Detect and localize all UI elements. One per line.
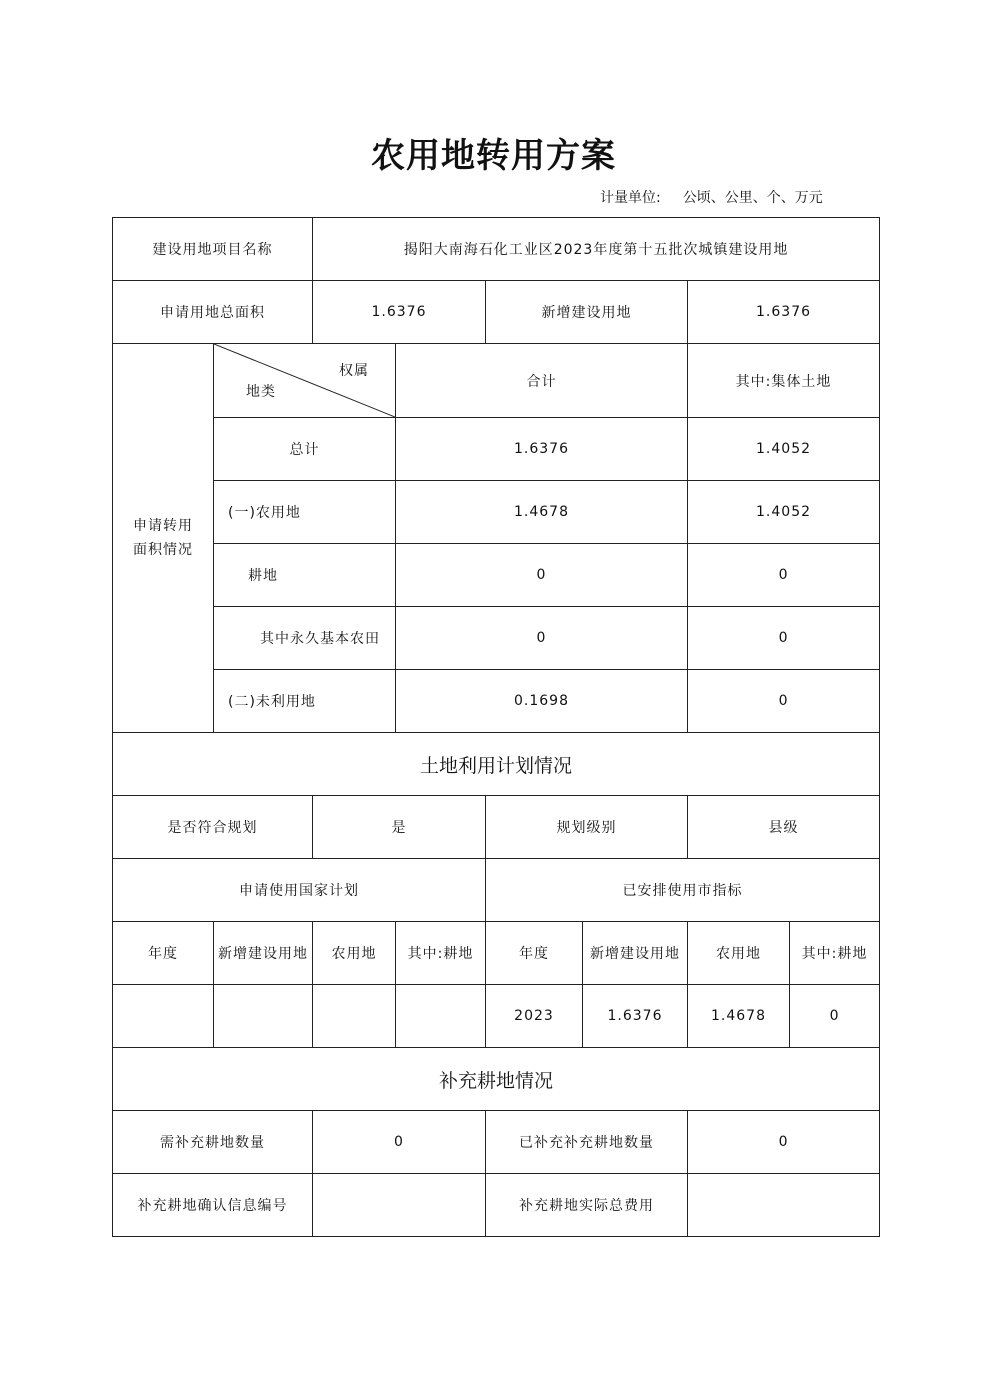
row-name: 其中永久基本农田 xyxy=(214,607,396,670)
row-total: 0.1698 xyxy=(396,670,688,733)
conversion-label-line2: 面积情况 xyxy=(133,542,193,558)
document-title: 农用地转用方案 xyxy=(371,136,616,176)
collective-column-header: 其中:集体土地 xyxy=(688,344,880,418)
column-header: 新增建设用地 xyxy=(583,922,688,985)
plan-cell xyxy=(214,985,313,1048)
column-header: 新增建设用地 xyxy=(214,922,313,985)
plan-cell: 1.6376 xyxy=(583,985,688,1048)
plan-cell: 0 xyxy=(790,985,880,1048)
table-row xyxy=(113,418,880,481)
column-header: 农用地 xyxy=(688,922,790,985)
plan-cell xyxy=(396,985,486,1048)
need-supplement-value: 0 xyxy=(313,1111,486,1174)
row-collective: 1.4052 xyxy=(688,418,880,481)
actual-cost-value xyxy=(688,1174,880,1237)
supplement-section-title: 补充耕地情况 xyxy=(113,1048,880,1111)
unit-value: 公顷、公里、个、万元 xyxy=(682,190,823,206)
table-row xyxy=(113,607,880,670)
plan-cell xyxy=(113,985,214,1048)
conform-plan-value: 是 xyxy=(313,796,486,859)
land-type-header: 地类 xyxy=(246,384,276,400)
column-header: 其中:耕地 xyxy=(790,922,880,985)
confirm-number-label: 补充耕地确认信息编号 xyxy=(113,1174,313,1237)
need-supplement-label: 需补充耕地数量 xyxy=(113,1111,313,1174)
land-use-plan-section-title: 土地利用计划情况 xyxy=(113,733,880,796)
row-collective: 0 xyxy=(688,670,880,733)
column-header: 农用地 xyxy=(313,922,396,985)
done-supplement-value: 0 xyxy=(688,1111,880,1174)
column-header: 年度 xyxy=(113,922,214,985)
column-header: 年度 xyxy=(486,922,583,985)
conversion-label-line1: 申请转用 xyxy=(133,518,193,534)
table-row xyxy=(113,670,880,733)
unit-label: 计量单位: xyxy=(600,190,661,206)
total-column-header: 合计 xyxy=(396,344,688,418)
row-name: 耕地 xyxy=(214,544,396,607)
row-total: 0 xyxy=(396,544,688,607)
row-total: 1.6376 xyxy=(396,418,688,481)
measurement-unit xyxy=(600,187,823,207)
plan-value-row xyxy=(113,985,880,1048)
conversion-area-label xyxy=(113,344,214,733)
row-name: 总计 xyxy=(214,418,396,481)
plan-column-header-row xyxy=(113,922,880,985)
row-name: (一)农用地 xyxy=(214,481,396,544)
project-name-value: 揭阳大南海石化工业区2023年度第十五批次城镇建设用地 xyxy=(313,218,880,281)
city-quota-label: 已安排使用市指标 xyxy=(486,859,880,922)
table-row xyxy=(113,544,880,607)
plan-cell: 2023 xyxy=(486,985,583,1048)
row-collective: 1.4052 xyxy=(688,481,880,544)
national-plan-label: 申请使用国家计划 xyxy=(113,859,486,922)
actual-cost-label: 补充耕地实际总费用 xyxy=(486,1174,688,1237)
plan-cell: 1.4678 xyxy=(688,985,790,1048)
new-construction-label: 新增建设用地 xyxy=(486,281,688,344)
column-header: 其中:耕地 xyxy=(396,922,486,985)
done-supplement-label: 已补充补充耕地数量 xyxy=(486,1111,688,1174)
table-row xyxy=(113,481,880,544)
diagonal-header-cell xyxy=(214,344,396,418)
plan-level-label: 规划级别 xyxy=(486,796,688,859)
total-area-value: 1.6376 xyxy=(313,281,486,344)
row-name: (二)未利用地 xyxy=(214,670,396,733)
conform-plan-label: 是否符合规划 xyxy=(113,796,313,859)
diagonal-line xyxy=(214,344,395,417)
confirm-number-value xyxy=(313,1174,486,1237)
total-area-label: 申请用地总面积 xyxy=(113,281,313,344)
row-total: 0 xyxy=(396,607,688,670)
row-collective: 0 xyxy=(688,544,880,607)
plan-level-value: 县级 xyxy=(688,796,880,859)
ownership-header: 权属 xyxy=(339,363,369,379)
new-construction-value: 1.6376 xyxy=(688,281,880,344)
row-collective: 0 xyxy=(688,607,880,670)
project-name-label: 建设用地项目名称 xyxy=(113,218,313,281)
row-total: 1.4678 xyxy=(396,481,688,544)
plan-cell xyxy=(313,985,396,1048)
conversion-plan-table xyxy=(112,217,880,1237)
